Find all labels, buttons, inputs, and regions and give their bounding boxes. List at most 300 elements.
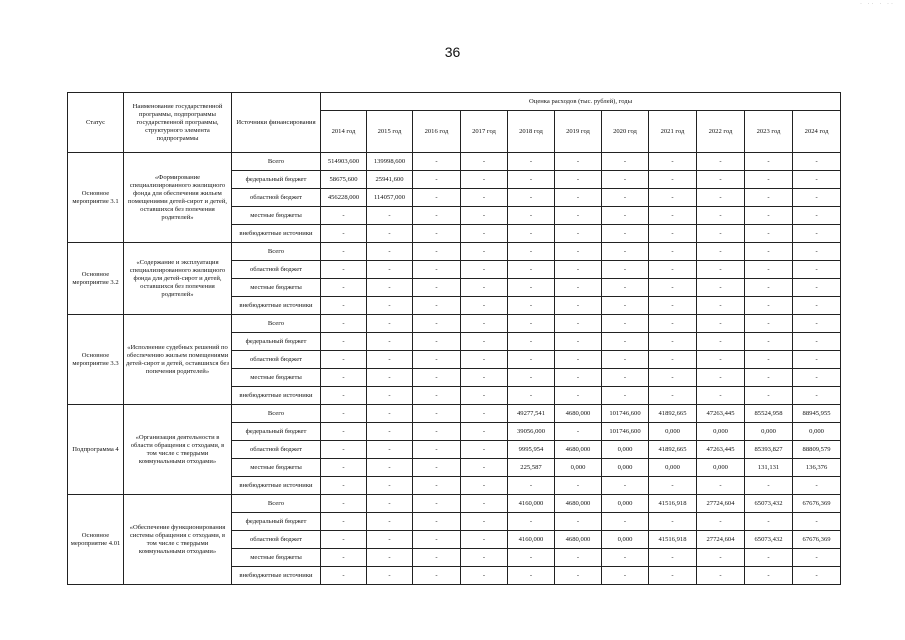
value-cell: - [413,333,461,351]
source-cell: местные бюджеты [232,459,321,477]
value-cell: - [555,207,602,225]
source-cell: местные бюджеты [232,207,321,225]
header-year: 2014 год [321,111,367,153]
value-cell: - [555,351,602,369]
value-cell: - [367,207,413,225]
source-cell: областной бюджет [232,351,321,369]
value-cell: - [697,279,745,297]
value-cell: - [367,531,413,549]
value-cell: - [413,351,461,369]
value-cell: 0,000 [649,423,697,441]
value-cell: - [745,549,793,567]
value-cell: - [602,207,649,225]
source-cell: федеральный бюджет [232,333,321,351]
value-cell: - [461,243,508,261]
value-cell: 0,000 [745,423,793,441]
source-cell: внебюджетные источники [232,567,321,585]
value-cell: - [367,405,413,423]
value-cell: 4160,000 [508,531,555,549]
value-cell: - [461,441,508,459]
source-cell: областной бюджет [232,189,321,207]
source-cell: областной бюджет [232,531,321,549]
value-cell: - [793,243,841,261]
value-cell: - [745,189,793,207]
value-cell: - [649,567,697,585]
value-cell: - [697,567,745,585]
value-cell: - [602,261,649,279]
value-cell: - [461,423,508,441]
source-cell: Всего [232,243,321,261]
source-cell: Всего [232,495,321,513]
value-cell: - [461,261,508,279]
value-cell: - [745,297,793,315]
value-cell: - [367,225,413,243]
value-cell: - [555,333,602,351]
header-year: 2020 год [602,111,649,153]
value-cell: 139998,600 [367,153,413,171]
value-cell: 47263,445 [697,405,745,423]
value-cell: - [793,279,841,297]
value-cell: - [461,225,508,243]
value-cell: 27724,604 [697,531,745,549]
source-cell: областной бюджет [232,261,321,279]
value-cell: 514903,600 [321,153,367,171]
value-cell: - [793,189,841,207]
status-cell: Основное мероприятие 4.01 [68,495,124,585]
table-row [68,153,841,171]
value-cell: - [602,369,649,387]
value-cell: - [649,225,697,243]
value-cell: 114057,000 [367,189,413,207]
value-cell: - [461,513,508,531]
value-cell: - [555,513,602,531]
header-year: 2016 год [413,111,461,153]
value-cell: 88809,579 [793,441,841,459]
value-cell: - [745,261,793,279]
value-cell: - [649,189,697,207]
value-cell: - [745,351,793,369]
status-cell: Основное мероприятие 3.1 [68,153,124,243]
value-cell: - [413,153,461,171]
value-cell: - [745,171,793,189]
value-cell: - [321,459,367,477]
value-cell: 0,000 [555,459,602,477]
value-cell: - [461,279,508,297]
value-cell: - [649,333,697,351]
value-cell: 4680,000 [555,441,602,459]
value-cell: - [508,261,555,279]
value-cell: - [745,153,793,171]
value-cell: - [602,243,649,261]
value-cell: - [745,225,793,243]
program-name-cell: «Формирование специализированного жилищного фонда для обеспечения жильем помещениями детей-сирот и детей, оставшихся без попечения родителей» [124,153,232,243]
value-cell: 25941,600 [367,171,413,189]
header-year: 2018 год [508,111,555,153]
value-cell: 9995,954 [508,441,555,459]
value-cell: - [461,351,508,369]
value-cell: - [555,153,602,171]
value-cell: - [697,207,745,225]
value-cell: 4680,000 [555,405,602,423]
value-cell: - [649,369,697,387]
value-cell: - [602,513,649,531]
value-cell: - [793,153,841,171]
value-cell: - [793,351,841,369]
value-cell: - [697,477,745,495]
value-cell: - [697,243,745,261]
value-cell: - [321,315,367,333]
value-cell: 101746,600 [602,423,649,441]
value-cell: - [793,477,841,495]
value-cell: - [413,477,461,495]
header-source: Источники финансирования [232,93,321,153]
source-cell: Всего [232,405,321,423]
table-row [68,315,841,333]
value-cell: - [461,549,508,567]
value-cell: - [793,225,841,243]
value-cell: - [461,387,508,405]
value-cell: - [602,153,649,171]
value-cell: - [321,369,367,387]
value-cell: 41516,918 [649,495,697,513]
value-cell: 41892,665 [649,441,697,459]
value-cell: - [602,189,649,207]
value-cell: 65073,432 [745,495,793,513]
value-cell: - [413,297,461,315]
table-row [68,243,841,261]
value-cell: - [745,477,793,495]
value-cell: - [602,549,649,567]
value-cell: - [555,189,602,207]
value-cell: - [413,495,461,513]
value-cell: - [555,369,602,387]
value-cell: - [461,315,508,333]
value-cell: - [321,405,367,423]
header-year: 2024 год [793,111,841,153]
value-cell: - [745,207,793,225]
value-cell: 0,000 [649,459,697,477]
value-cell: - [793,513,841,531]
value-cell: 58675,600 [321,171,367,189]
value-cell: - [697,351,745,369]
value-cell: - [367,477,413,495]
value-cell: - [367,495,413,513]
value-cell: - [508,333,555,351]
value-cell: - [367,549,413,567]
value-cell: - [367,513,413,531]
value-cell: - [367,459,413,477]
value-cell: - [508,549,555,567]
value-cell: - [321,387,367,405]
source-cell: областной бюджет [232,441,321,459]
value-cell: - [508,369,555,387]
value-cell: - [413,459,461,477]
source-cell: федеральный бюджет [232,513,321,531]
value-cell: - [413,387,461,405]
value-cell: - [461,333,508,351]
value-cell: - [793,333,841,351]
value-cell: - [649,207,697,225]
value-cell: - [413,423,461,441]
source-cell: местные бюджеты [232,549,321,567]
value-cell: - [413,225,461,243]
value-cell: - [367,387,413,405]
value-cell: - [321,333,367,351]
header-status: Статус [68,93,124,153]
value-cell: - [321,279,367,297]
value-cell: - [413,189,461,207]
value-cell: - [367,567,413,585]
value-cell: - [793,315,841,333]
source-cell: внебюджетные источники [232,225,321,243]
value-cell: - [321,207,367,225]
program-name-cell: «Обеспечение функционирования системы обращения с отходами, в том числе с твердыми коммунальными отходами» [124,495,232,585]
value-cell: - [413,243,461,261]
value-cell: 41516,918 [649,531,697,549]
value-cell: - [461,495,508,513]
value-cell: - [461,207,508,225]
header-estimate: Оценка расходов (тыс. рублей), годы [321,93,841,111]
value-cell: - [508,567,555,585]
value-cell: - [745,315,793,333]
source-cell: федеральный бюджет [232,423,321,441]
table-row [68,405,841,423]
value-cell: - [508,351,555,369]
value-cell: - [555,423,602,441]
value-cell: - [697,369,745,387]
value-cell: - [745,279,793,297]
value-cell: - [461,477,508,495]
header-year: 2015 год [367,111,413,153]
value-cell: - [697,387,745,405]
value-cell: - [461,171,508,189]
value-cell: - [745,387,793,405]
value-cell: - [555,387,602,405]
value-cell: - [793,387,841,405]
value-cell: - [321,567,367,585]
value-cell: - [602,477,649,495]
value-cell: - [508,225,555,243]
value-cell: 85524,958 [745,405,793,423]
program-name-cell: «Организация деятельности в области обращения с отходами, в том числе с твердыми коммунальными отходами» [124,405,232,495]
header-year: 2022 год [697,111,745,153]
value-cell: - [461,531,508,549]
value-cell: 67676,369 [793,495,841,513]
value-cell: - [793,171,841,189]
value-cell: - [793,567,841,585]
value-cell: - [508,207,555,225]
page-number: 36 [444,44,461,60]
value-cell: - [697,333,745,351]
header-year: 2021 год [649,111,697,153]
value-cell: - [508,387,555,405]
value-cell: - [321,513,367,531]
value-cell: - [413,261,461,279]
value-cell: - [649,387,697,405]
value-cell: - [555,171,602,189]
budget-table [67,92,841,585]
value-cell: - [367,279,413,297]
value-cell: - [508,279,555,297]
value-cell: - [697,153,745,171]
value-cell: - [321,495,367,513]
value-cell: - [697,315,745,333]
value-cell: - [555,225,602,243]
value-cell: - [321,441,367,459]
value-cell: 67676,369 [793,531,841,549]
value-cell: - [649,513,697,531]
status-cell: Основное мероприятие 3.2 [68,243,124,315]
value-cell: - [461,189,508,207]
value-cell: - [461,567,508,585]
value-cell: - [367,315,413,333]
value-cell: - [745,243,793,261]
header-year: 2023 год [745,111,793,153]
value-cell: 0,000 [602,459,649,477]
value-cell: - [413,405,461,423]
value-cell: - [321,261,367,279]
value-cell: - [321,351,367,369]
value-cell: - [649,153,697,171]
value-cell: - [793,297,841,315]
value-cell: - [602,171,649,189]
value-cell: - [555,549,602,567]
value-cell: - [508,189,555,207]
header-year: 2017 год [461,111,508,153]
value-cell: - [413,531,461,549]
value-cell: - [745,567,793,585]
value-cell: - [793,549,841,567]
table-row [68,495,841,513]
value-cell: - [321,549,367,567]
value-cell: 65073,432 [745,531,793,549]
value-cell: - [697,189,745,207]
value-cell: - [367,351,413,369]
value-cell: - [508,171,555,189]
source-cell: внебюджетные источники [232,477,321,495]
value-cell: - [649,297,697,315]
value-cell: - [413,549,461,567]
value-cell: - [745,513,793,531]
value-cell: - [602,351,649,369]
value-cell: - [555,315,602,333]
value-cell: 88945,955 [793,405,841,423]
value-cell: - [367,261,413,279]
value-cell: - [321,225,367,243]
value-cell: - [367,369,413,387]
value-cell: - [649,315,697,333]
value-cell: - [793,261,841,279]
value-cell: - [508,477,555,495]
value-cell: 41892,665 [649,405,697,423]
value-cell: - [745,333,793,351]
value-cell: - [697,513,745,531]
value-cell: - [649,351,697,369]
value-cell: - [367,333,413,351]
value-cell: - [321,477,367,495]
value-cell: - [367,243,413,261]
value-cell: - [555,297,602,315]
value-cell: - [649,477,697,495]
value-cell: - [367,441,413,459]
value-cell: 27724,604 [697,495,745,513]
value-cell: 4680,000 [555,495,602,513]
value-cell: 0,000 [697,459,745,477]
value-cell: - [555,567,602,585]
value-cell: - [697,261,745,279]
value-cell: - [413,369,461,387]
source-cell: Всего [232,315,321,333]
value-cell: - [602,279,649,297]
value-cell: - [649,261,697,279]
value-cell: 0,000 [602,531,649,549]
value-cell: 456228,000 [321,189,367,207]
value-cell: 0,000 [697,423,745,441]
value-cell: - [508,153,555,171]
value-cell: - [555,477,602,495]
value-cell: - [508,315,555,333]
value-cell: - [602,387,649,405]
value-cell: - [321,531,367,549]
value-cell: - [508,297,555,315]
value-cell: - [602,225,649,243]
value-cell: - [413,207,461,225]
header-name: Наименование государственной программы, подпрограммы государственной программы, структурного элемента подпрограммы [124,93,232,153]
value-cell: - [602,567,649,585]
value-cell: - [367,423,413,441]
value-cell: - [555,243,602,261]
value-cell: - [555,279,602,297]
value-cell: - [697,297,745,315]
value-cell: 0,000 [602,495,649,513]
header-year: 2019 год [555,111,602,153]
value-cell: - [602,333,649,351]
value-cell: 39056,000 [508,423,555,441]
value-cell: - [321,243,367,261]
value-cell: - [745,369,793,387]
status-cell: Основное мероприятие 3.3 [68,315,124,405]
value-cell: - [461,297,508,315]
value-cell: - [461,369,508,387]
value-cell: - [649,243,697,261]
value-cell: - [508,513,555,531]
source-cell: внебюджетные источники [232,297,321,315]
value-cell: - [461,153,508,171]
value-cell: 0,000 [602,441,649,459]
program-name-cell: «Исполнение судебных решений по обеспечению жильем помещениями детей-сирот и детей, оставшихся без попечения родителей» [124,315,232,405]
source-cell: внебюджетные источники [232,387,321,405]
program-name-cell: «Содержание и эксплуатация специализированного жилищного фонда для детей-сирот и детей, оставшихся без попечения родителей» [124,243,232,315]
value-cell: 101746,600 [602,405,649,423]
value-cell: - [413,279,461,297]
value-cell: - [413,567,461,585]
value-cell: - [413,441,461,459]
value-cell: - [602,315,649,333]
value-cell: 47263,445 [697,441,745,459]
value-cell: - [697,171,745,189]
value-cell: 0,000 [793,423,841,441]
value-cell: - [413,315,461,333]
value-cell: - [321,297,367,315]
value-cell: - [793,207,841,225]
source-cell: Всего [232,153,321,171]
value-cell: - [793,369,841,387]
status-cell: Подпрограмма 4 [68,405,124,495]
corner-mark: · ·· · ·· [860,1,895,7]
value-cell: 136,376 [793,459,841,477]
value-cell: - [461,405,508,423]
value-cell: - [367,297,413,315]
